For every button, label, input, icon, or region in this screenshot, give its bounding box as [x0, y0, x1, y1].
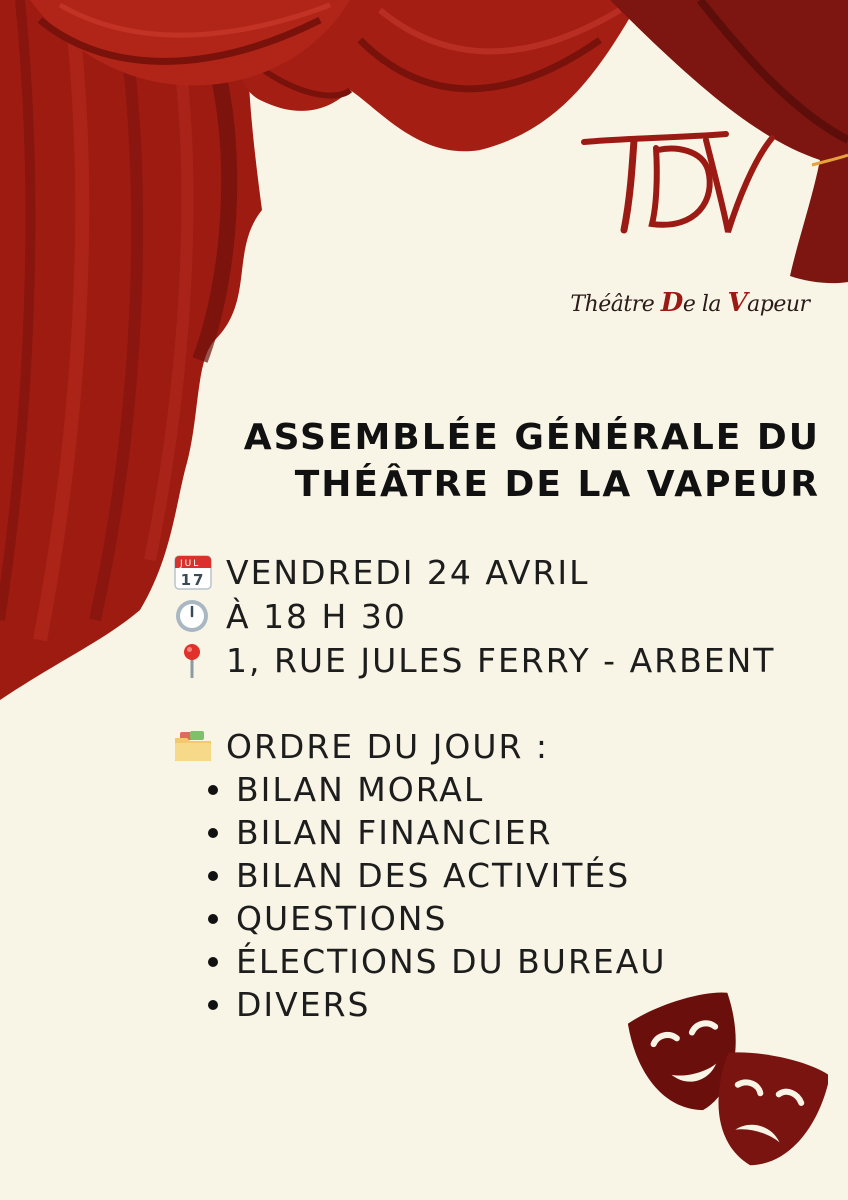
folder-icon [172, 728, 214, 764]
event-date: VENDREDI 24 AVRIL [226, 552, 590, 592]
list-item [172, 940, 832, 983]
list-item [172, 811, 832, 854]
agenda-item: BILAN MORAL [236, 770, 485, 809]
bullet-icon [208, 785, 218, 795]
event-time: À 18 H 30 [226, 596, 407, 636]
event-address: 1, RUE JULES FERRY - ARBENT [226, 640, 776, 680]
agenda-heading: ORDRE DU JOUR : [226, 726, 550, 766]
agenda-heading-line [172, 724, 832, 768]
tdv-logo [576, 120, 776, 250]
page-title [180, 414, 820, 508]
bullet-icon [208, 957, 218, 967]
pin-icon [172, 642, 214, 678]
calendar-day: 17 [180, 571, 206, 589]
list-item [172, 768, 832, 811]
bullet-icon [208, 828, 218, 838]
list-item [172, 897, 832, 940]
wordmark-accent: D [660, 288, 683, 318]
title-line: ASSEMBLÉE GÉNÉRALE DU [243, 417, 820, 458]
agenda-item: DIVERS [236, 985, 371, 1024]
agenda-item: QUESTIONS [236, 899, 448, 938]
wordmark-accent: V [727, 288, 748, 318]
list-item [172, 854, 832, 897]
clock-icon [172, 598, 214, 634]
agenda-item: ÉLECTIONS DU BUREAU [236, 942, 667, 981]
calendar-icon [172, 554, 214, 590]
bullet-icon [208, 1000, 218, 1010]
wordmark-part: e la [682, 292, 728, 317]
agenda-list [172, 768, 832, 1026]
theatre-wordmark [560, 288, 820, 318]
agenda-item: BILAN DES ACTIVITÉS [236, 856, 631, 895]
wordmark-part: apeur [747, 292, 810, 317]
bullet-icon [208, 871, 218, 881]
bullet-icon [208, 914, 218, 924]
calendar-month: JUL [180, 559, 201, 569]
address-line [172, 638, 832, 682]
theatre-masks-icon [628, 990, 828, 1180]
wordmark-part: Théâtre [570, 292, 661, 317]
title-line: THÉÂTRE DE LA VAPEUR [294, 464, 820, 505]
agenda-item: BILAN FINANCIER [236, 813, 553, 852]
date-line [172, 550, 832, 594]
event-details [172, 550, 832, 1026]
time-line [172, 594, 832, 638]
